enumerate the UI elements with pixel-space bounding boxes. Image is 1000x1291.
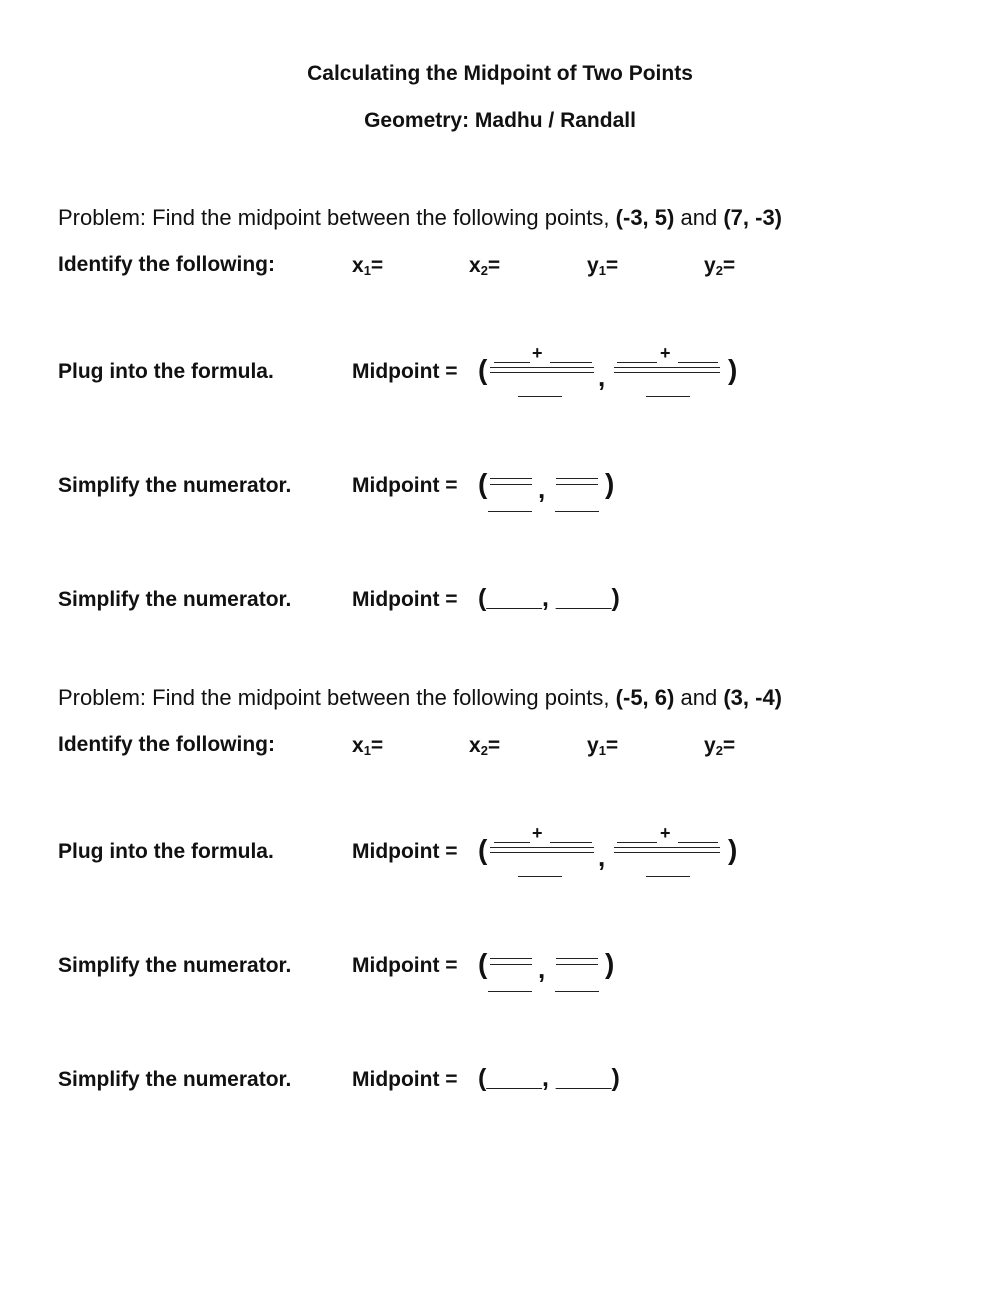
point-2: (7, -3) (723, 205, 783, 230)
fraction-bar (556, 484, 598, 485)
problem-text: Problem: Find the midpoint between the following points, (58, 685, 610, 710)
close-paren: ) (605, 948, 615, 979)
point-1: (-3, 5) (615, 205, 675, 230)
y1-field[interactable]: $y_1=$ (587, 254, 619, 278)
y2-field[interactable]: $y_2=$ (704, 254, 736, 278)
comma: , (538, 474, 546, 504)
x1-blank[interactable] (494, 362, 530, 363)
close-paren: ) (728, 354, 738, 385)
open-paren: ( (478, 948, 488, 979)
y2-blank[interactable] (678, 842, 718, 843)
fraction-bar (614, 847, 720, 848)
midpoint-label: Midpoint = (352, 474, 458, 497)
fraction-bar (490, 372, 594, 373)
denominator-blank[interactable] (555, 511, 599, 512)
close-paren: ) (728, 834, 738, 865)
fraction-bar (490, 964, 532, 965)
x1-field[interactable]: $x_1=$ (352, 254, 384, 278)
point-1: (-5, 6) (615, 685, 675, 710)
denominator-blank[interactable] (646, 396, 690, 397)
final-answer-blanks[interactable]: (____, ____) (478, 1064, 620, 1092)
y2-blank[interactable] (678, 362, 718, 363)
fraction-bar (490, 367, 594, 368)
fraction-bar (614, 852, 720, 853)
fraction-bar (490, 847, 594, 848)
page-subtitle: Geometry: Madhu / Randall (364, 109, 636, 132)
denominator-blank[interactable] (518, 876, 562, 877)
problem-text: Problem: Find the midpoint between the following points, (58, 205, 610, 230)
problem-2-statement (58, 685, 782, 711)
open-paren: ( (478, 468, 488, 499)
simplify-label: Simplify the numerator. (58, 474, 292, 497)
midpoint-label: Midpoint = (352, 588, 458, 611)
plus-sign: + (660, 823, 671, 843)
y1-field[interactable]: $y_1=$ (587, 734, 619, 758)
x2-field[interactable]: $x_2=$ (469, 734, 501, 758)
plus-sign: + (532, 823, 543, 843)
identify-label: Identify the following: (58, 733, 275, 756)
numerator-blank[interactable] (556, 958, 598, 959)
denominator-blank[interactable] (646, 876, 690, 877)
midpoint-label: Midpoint = (352, 360, 458, 383)
close-paren: ) (605, 468, 615, 499)
plug-label: Plug into the formula. (58, 840, 274, 863)
plus-sign: + (660, 343, 671, 363)
point-2: (3, -4) (723, 685, 783, 710)
fraction-bar (556, 964, 598, 965)
page-title: Calculating the Midpoint of Two Points (307, 62, 693, 85)
y1-blank[interactable] (617, 362, 657, 363)
fraction-bar (490, 852, 594, 853)
fraction-bar (614, 367, 720, 368)
open-paren: ( (478, 834, 488, 865)
plug-label: Plug into the formula. (58, 360, 274, 383)
midpoint-label: Midpoint = (352, 954, 458, 977)
midpoint-label: Midpoint = (352, 840, 458, 863)
denominator-blank[interactable] (488, 511, 532, 512)
numerator-blank[interactable] (490, 478, 532, 479)
y1-blank[interactable] (617, 842, 657, 843)
comma: , (598, 362, 606, 392)
identify-label: Identify the following: (58, 253, 275, 276)
fraction-bar (490, 484, 532, 485)
plus-sign: + (532, 343, 543, 363)
and-word: and (680, 685, 718, 710)
x1-field[interactable]: $x_1=$ (352, 734, 384, 758)
x1-blank[interactable] (494, 842, 530, 843)
final-answer-blanks[interactable]: (____, ____) (478, 584, 620, 612)
x2-blank[interactable] (550, 842, 592, 843)
numerator-blank[interactable] (556, 478, 598, 479)
denominator-blank[interactable] (555, 991, 599, 992)
comma: , (598, 842, 606, 872)
y2-field[interactable]: $y_2=$ (704, 734, 736, 758)
simplify-label: Simplify the numerator. (58, 1068, 292, 1091)
problem-1-statement (58, 205, 782, 231)
open-paren: ( (478, 354, 488, 385)
x2-blank[interactable] (550, 362, 592, 363)
simplify-label: Simplify the numerator. (58, 954, 292, 977)
comma: , (538, 954, 546, 984)
denominator-blank[interactable] (488, 991, 532, 992)
fraction-bar (614, 372, 720, 373)
and-word: and (680, 205, 718, 230)
simplify-label: Simplify the numerator. (58, 588, 292, 611)
midpoint-label: Midpoint = (352, 1068, 458, 1091)
denominator-blank[interactable] (518, 396, 562, 397)
numerator-blank[interactable] (490, 958, 532, 959)
x2-field[interactable]: $x_2=$ (469, 254, 501, 278)
